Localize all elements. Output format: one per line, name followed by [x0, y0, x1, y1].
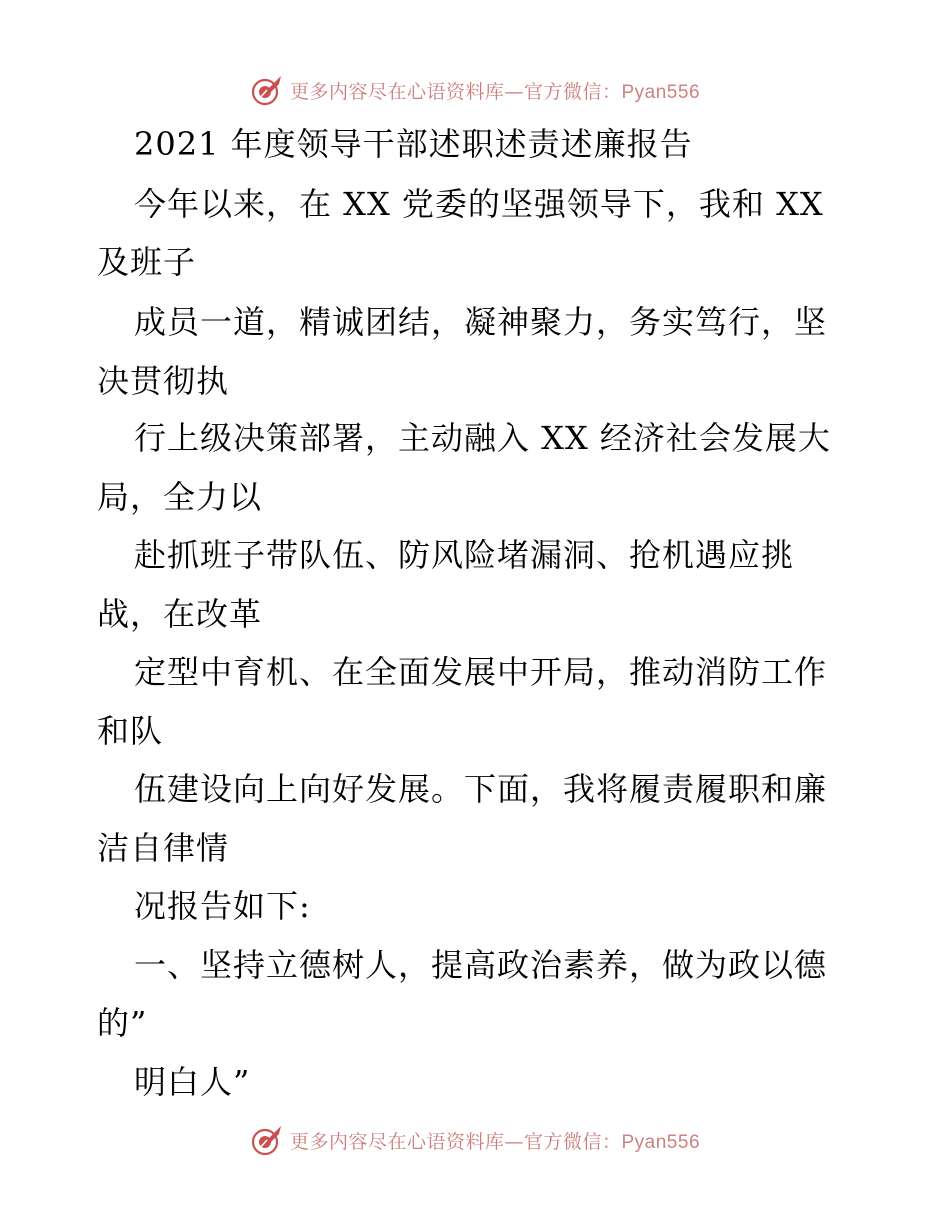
paragraph-line: 赴抓班子带队伍、防风险堵漏洞、抢机遇应挑	[134, 536, 795, 574]
paragraph-line: 决贯彻执	[97, 362, 230, 400]
section-heading-line: 的”	[97, 1004, 148, 1042]
quill-logo-icon	[250, 1123, 284, 1157]
header-banner	[0, 70, 950, 110]
paragraph-line: 洁自律情	[97, 829, 230, 867]
paragraph-line: 及班子	[97, 243, 197, 281]
paragraph-line: 行上级决策部署，主动融入 XX 经济社会发展大	[134, 419, 831, 457]
paragraph-line: 定型中育机、在全面发展中开局，推动消防工作	[134, 653, 828, 691]
paragraph-line: 伍建设向上向好发展。下面，我将履责履职和廉	[134, 770, 828, 808]
paragraph-line: 成员一道，精诚团结，凝神聚力，务实笃行，坚	[134, 303, 828, 341]
footer-banner-text: 更多内容尽在心语资料库—官方微信：Pyan556	[289, 1130, 701, 1153]
paragraph-line: 局，全力以	[97, 478, 263, 516]
quill-logo-icon	[250, 73, 284, 107]
footer-wechat-id: Pyan556	[621, 1131, 701, 1153]
document-title: 2021 年度领导干部述职述责述廉报告	[134, 125, 693, 163]
header-banner-text: 更多内容尽在心语资料库—官方微信：Pyan556	[289, 80, 701, 103]
paragraph-line: 和队	[97, 712, 164, 750]
paragraph-line: 况报告如下:	[134, 887, 311, 925]
paragraph-line: 今年以来，在 XX 党委的坚强领导下，我和 XX	[134, 185, 824, 223]
header-wechat-id: Pyan556	[621, 81, 701, 103]
paragraph-line: 战，在改革	[97, 595, 263, 633]
section-heading-line: 一、坚持立德树人，提高政治素养，做为政以德	[134, 946, 828, 984]
footer-banner	[0, 1120, 950, 1160]
section-heading-line: 明白人”	[134, 1063, 251, 1101]
